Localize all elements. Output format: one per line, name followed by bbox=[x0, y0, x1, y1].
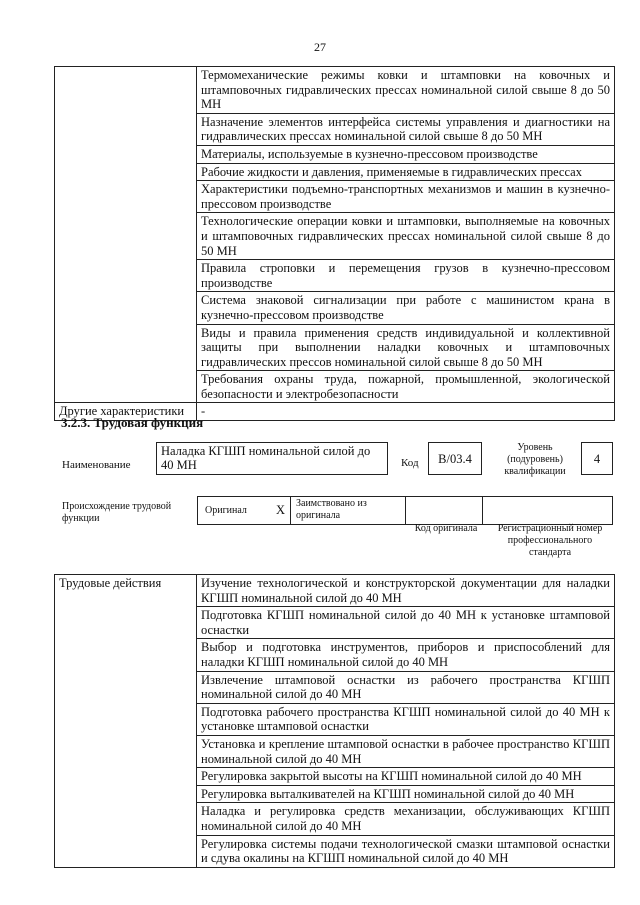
reg-number-cell bbox=[482, 496, 613, 525]
knowledge-row: Правила строповки и перемещения грузов в кузнечно-прессовом производстве bbox=[197, 260, 615, 292]
labor-action-row: Подготовка рабочего пространства КГШП номинальной силой до 40 МН к установке штамповой оснастки bbox=[197, 703, 615, 735]
original-label: Оригинал bbox=[205, 505, 247, 516]
level-label: Уровень (подуровень) квалификации bbox=[504, 442, 566, 477]
level-value: 4 bbox=[581, 442, 613, 475]
labor-action-row: Изучение технологической и конструкторской документации для наладки КГШП номинальной силой до 40 МН bbox=[197, 575, 615, 607]
name-value: Наладка КГШП номинальной силой до 40 МН bbox=[156, 442, 388, 475]
labor-actions-table bbox=[54, 574, 615, 868]
page-number: 27 bbox=[314, 40, 326, 54]
code-original-cell bbox=[405, 496, 483, 525]
labor-action-row: Извлечение штамповой оснастки из рабочего пространства КГШП номинальной силой до 40 МН bbox=[197, 671, 615, 703]
knowledge-row: Система знаковой сигнализации при работе с машинистом крана в кузнечно-прессовом производстве bbox=[197, 292, 615, 324]
other-characteristics-value: - bbox=[197, 403, 615, 421]
labor-action-row: Подготовка КГШП номинальной силой до 40 МН к установке штамповой оснастки bbox=[197, 607, 615, 639]
labor-action-row: Наладка и регулировка средств механизации, обслуживающих КГШП номинальной силой до 40 МН bbox=[197, 803, 615, 835]
code-original-label: Код оригинала bbox=[414, 523, 478, 534]
labor-action-row: Регулировка закрытой высоты на КГШП номинальной силой до 40 МН bbox=[197, 768, 615, 786]
labor-action-row: Установка и крепление штамповой оснастки в рабочее пространство КГШП номинальной силой до 40 МН bbox=[197, 735, 615, 767]
labor-actions-label: Трудовые действия bbox=[55, 575, 197, 868]
knowledge-row: Материалы, используемые в кузнечно-прессовом производстве bbox=[197, 145, 615, 163]
code-label: Код bbox=[401, 457, 419, 469]
section-title: 3.2.3. Трудовая функция bbox=[61, 415, 204, 430]
knowledge-row: Термомеханические режимы ковки и штамповки на ковочных и штамповочных гидравлических прессах номинальной силой свыше 8 до 50 МН bbox=[197, 67, 615, 114]
knowledge-row: Виды и правила применения средств индивидуальной и коллективной защиты при выполнении наладки ковочных и штамповочных гидравлических прессов номинальной силой свыше 8 до 50 МН bbox=[197, 324, 615, 371]
original-cell bbox=[197, 496, 291, 525]
original-mark: X bbox=[276, 503, 286, 517]
reg-number-label: Регистрационный номер профессионального стандарта bbox=[497, 523, 603, 558]
knowledge-table bbox=[54, 66, 615, 421]
borrowed-cell: Заимствовано из оригинала bbox=[290, 496, 406, 525]
knowledge-label-cell bbox=[55, 67, 197, 403]
labor-action-row: Регулировка выталкивателей на КГШП номинальной силой до 40 МН bbox=[197, 785, 615, 803]
code-value: В/03.4 bbox=[428, 442, 482, 475]
labor-action-row: Регулировка системы подачи технологической смазки штамповой оснастки и сдува окалины на КГШП номинальной силой до 40 МН bbox=[197, 835, 615, 867]
other-characteristics-label: Другие характеристики bbox=[55, 403, 197, 421]
knowledge-row: Назначение элементов интерфейса системы управления и диагностики на гидравлических прессах номинальной силой свыше 8 до 50 МН bbox=[197, 113, 615, 145]
knowledge-row: Технологические операции ковки и штамповки, выполняемые на ковочных и штамповочных гидравлических прессах номинальной силой свыше 8 до 50 МН bbox=[197, 213, 615, 260]
knowledge-row: Характеристики подъемно-транспортных механизмов и машин в кузнечно-прессовом производстве bbox=[197, 181, 615, 213]
knowledge-row: Требования охраны труда, пожарной, промышленной, экологической безопасности и электробезопасности bbox=[197, 371, 615, 403]
labor-action-row: Выбор и подготовка инструментов, приборов и приспособлений для наладки КГШП номинальной силой до 40 МН bbox=[197, 639, 615, 671]
knowledge-row: Рабочие жидкости и давления, применяемые в гидравлических прессах bbox=[197, 163, 615, 181]
origin-label: Происхождение трудовой функции bbox=[62, 501, 172, 524]
name-label: Наименование bbox=[62, 459, 131, 471]
